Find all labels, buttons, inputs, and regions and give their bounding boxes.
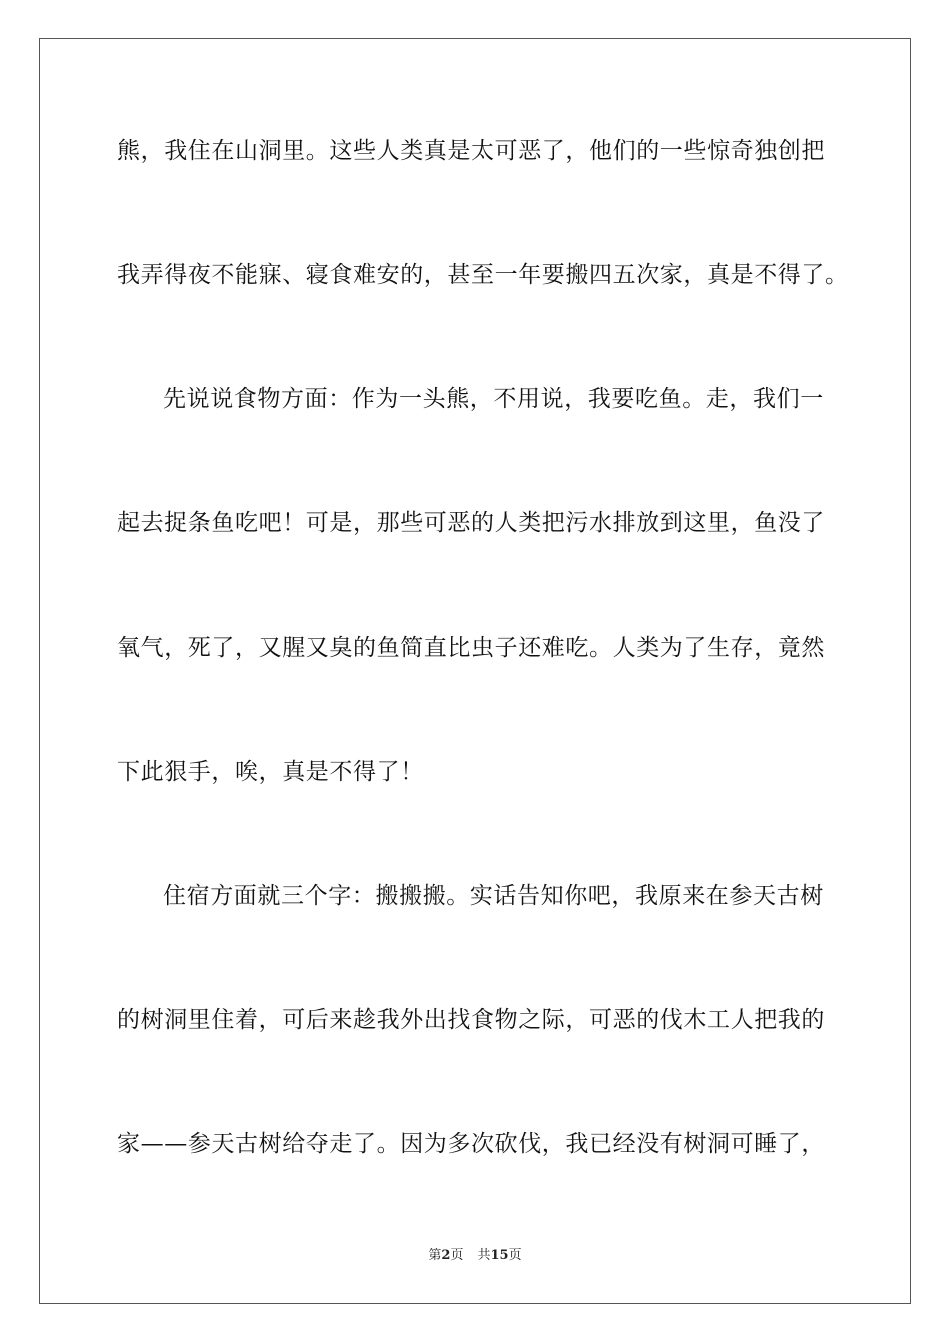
- total-suffix: 页: [508, 1248, 522, 1263]
- text-line-6: 下此狠手，唉，真是不得了！: [117, 759, 424, 785]
- text-line-3: 先说说食物方面：作为一头熊，不用说，我要吃鱼。走，我们一: [163, 386, 824, 412]
- page-prefix: 第: [428, 1248, 442, 1263]
- text-line-4: 起去捉条鱼吃吧！可是，那些可恶的人类把污水排放到这里，鱼没了: [117, 510, 825, 536]
- text-line-2: 我弄得夜不能寐、寝食难安的，甚至一年要搬四五次家，真是不得了。: [117, 262, 849, 288]
- page-footer: [0, 1248, 950, 1264]
- text-line-1: 熊，我住在山洞里。这些人类真是太可恶了，他们的一些惊奇独创把: [117, 138, 825, 164]
- page-number: 2: [441, 1248, 451, 1263]
- page-suffix: 页: [450, 1248, 464, 1263]
- total-prefix: 共: [477, 1248, 491, 1263]
- text-line-5: 氧气，死了，又腥又臭的鱼简直比虫子还难吃。人类为了生存，竟然: [117, 635, 825, 661]
- text-line-8: 的树洞里住着，可后来趁我外出找食物之际，可恶的伐木工人把我的: [117, 1007, 825, 1033]
- page-border: [39, 38, 911, 1304]
- total-pages: 15: [490, 1248, 509, 1263]
- text-line-9: 家——参天古树给夺走了。因为多次砍伐，我已经没有树洞可睡了，: [117, 1131, 825, 1157]
- text-line-7: 住宿方面就三个字：搬搬搬。实话告知你吧，我原来在参天古树: [163, 883, 824, 909]
